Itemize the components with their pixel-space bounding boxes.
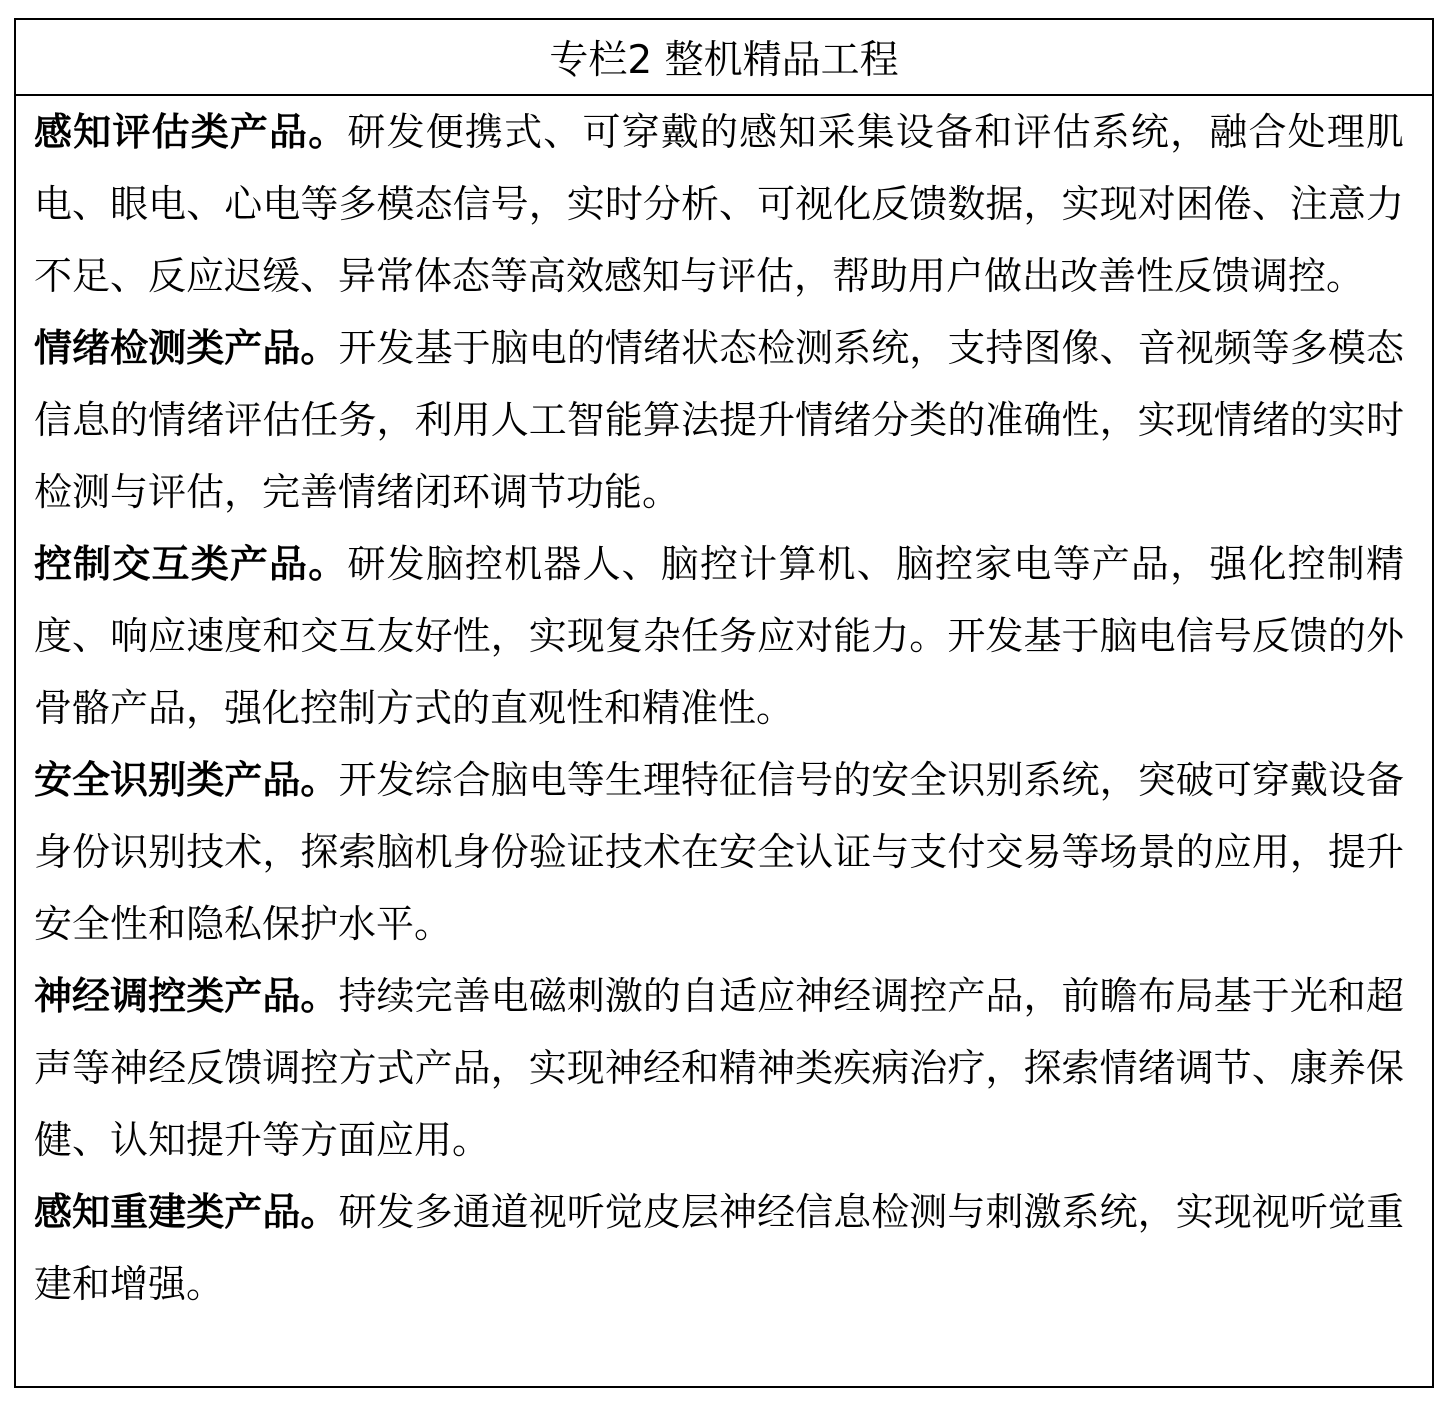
item-heading: 控制交互类产品。 <box>34 542 348 586</box>
item-control-interaction <box>34 528 1404 744</box>
item-heading: 安全识别类产品。 <box>34 758 339 802</box>
item-body: 研发便携式、可穿戴的感知采集设备和评估系统，融合处理肌电、眼电、心电等多模态信号，实时分析、可视化反馈数据，实现对困倦、注意力不足、反应迟缓、异常体态等高效感知与评估，帮助用户做出改善性反馈调控。 <box>34 110 1404 298</box>
item-body: 研发脑控机器人、脑控计算机、脑控家电等产品，强化控制精度、响应速度和交互友好性，实现复杂任务应对能力。开发基于脑电信号反馈的外骨骼产品，强化控制方式的直观性和精准性。 <box>34 542 1404 730</box>
item-body: 持续完善电磁刺激的自适应神经调控产品，前瞻布局基于光和超声等神经反馈调控方式产品，实现神经和精神类疾病治疗，探索情绪调节、康养保健、认知提升等方面应用。 <box>34 974 1404 1162</box>
item-neuromodulation <box>34 960 1404 1176</box>
item-heading: 感知重建类产品。 <box>34 1190 339 1234</box>
item-body: 开发综合脑电等生理特征信号的安全识别系统，突破可穿戴设备身份识别技术，探索脑机身份验证技术在安全认证与支付交易等场景的应用，提升安全性和隐私保护水平。 <box>34 758 1404 946</box>
column-title: 专栏2 整机精品工程 <box>16 20 1432 96</box>
item-perception-reconstruction <box>34 1176 1404 1320</box>
item-security-identification <box>34 744 1404 960</box>
column-content <box>16 96 1432 1320</box>
item-heading: 神经调控类产品。 <box>34 974 339 1018</box>
item-body: 开发基于脑电的情绪状态检测系统，支持图像、音视频等多模态信息的情绪评估任务，利用人工智能算法提升情绪分类的准确性，实现情绪的实时检测与评估，完善情绪闭环调节功能。 <box>34 326 1404 514</box>
item-body: 研发多通道视听觉皮层神经信息检测与刺激系统，实现视听觉重建和增强。 <box>34 1190 1404 1306</box>
item-perception-assessment <box>34 96 1404 312</box>
item-heading: 情绪检测类产品。 <box>34 326 339 370</box>
column-box <box>14 18 1434 1388</box>
item-heading: 感知评估类产品。 <box>34 110 348 154</box>
item-emotion-detection <box>34 312 1404 528</box>
